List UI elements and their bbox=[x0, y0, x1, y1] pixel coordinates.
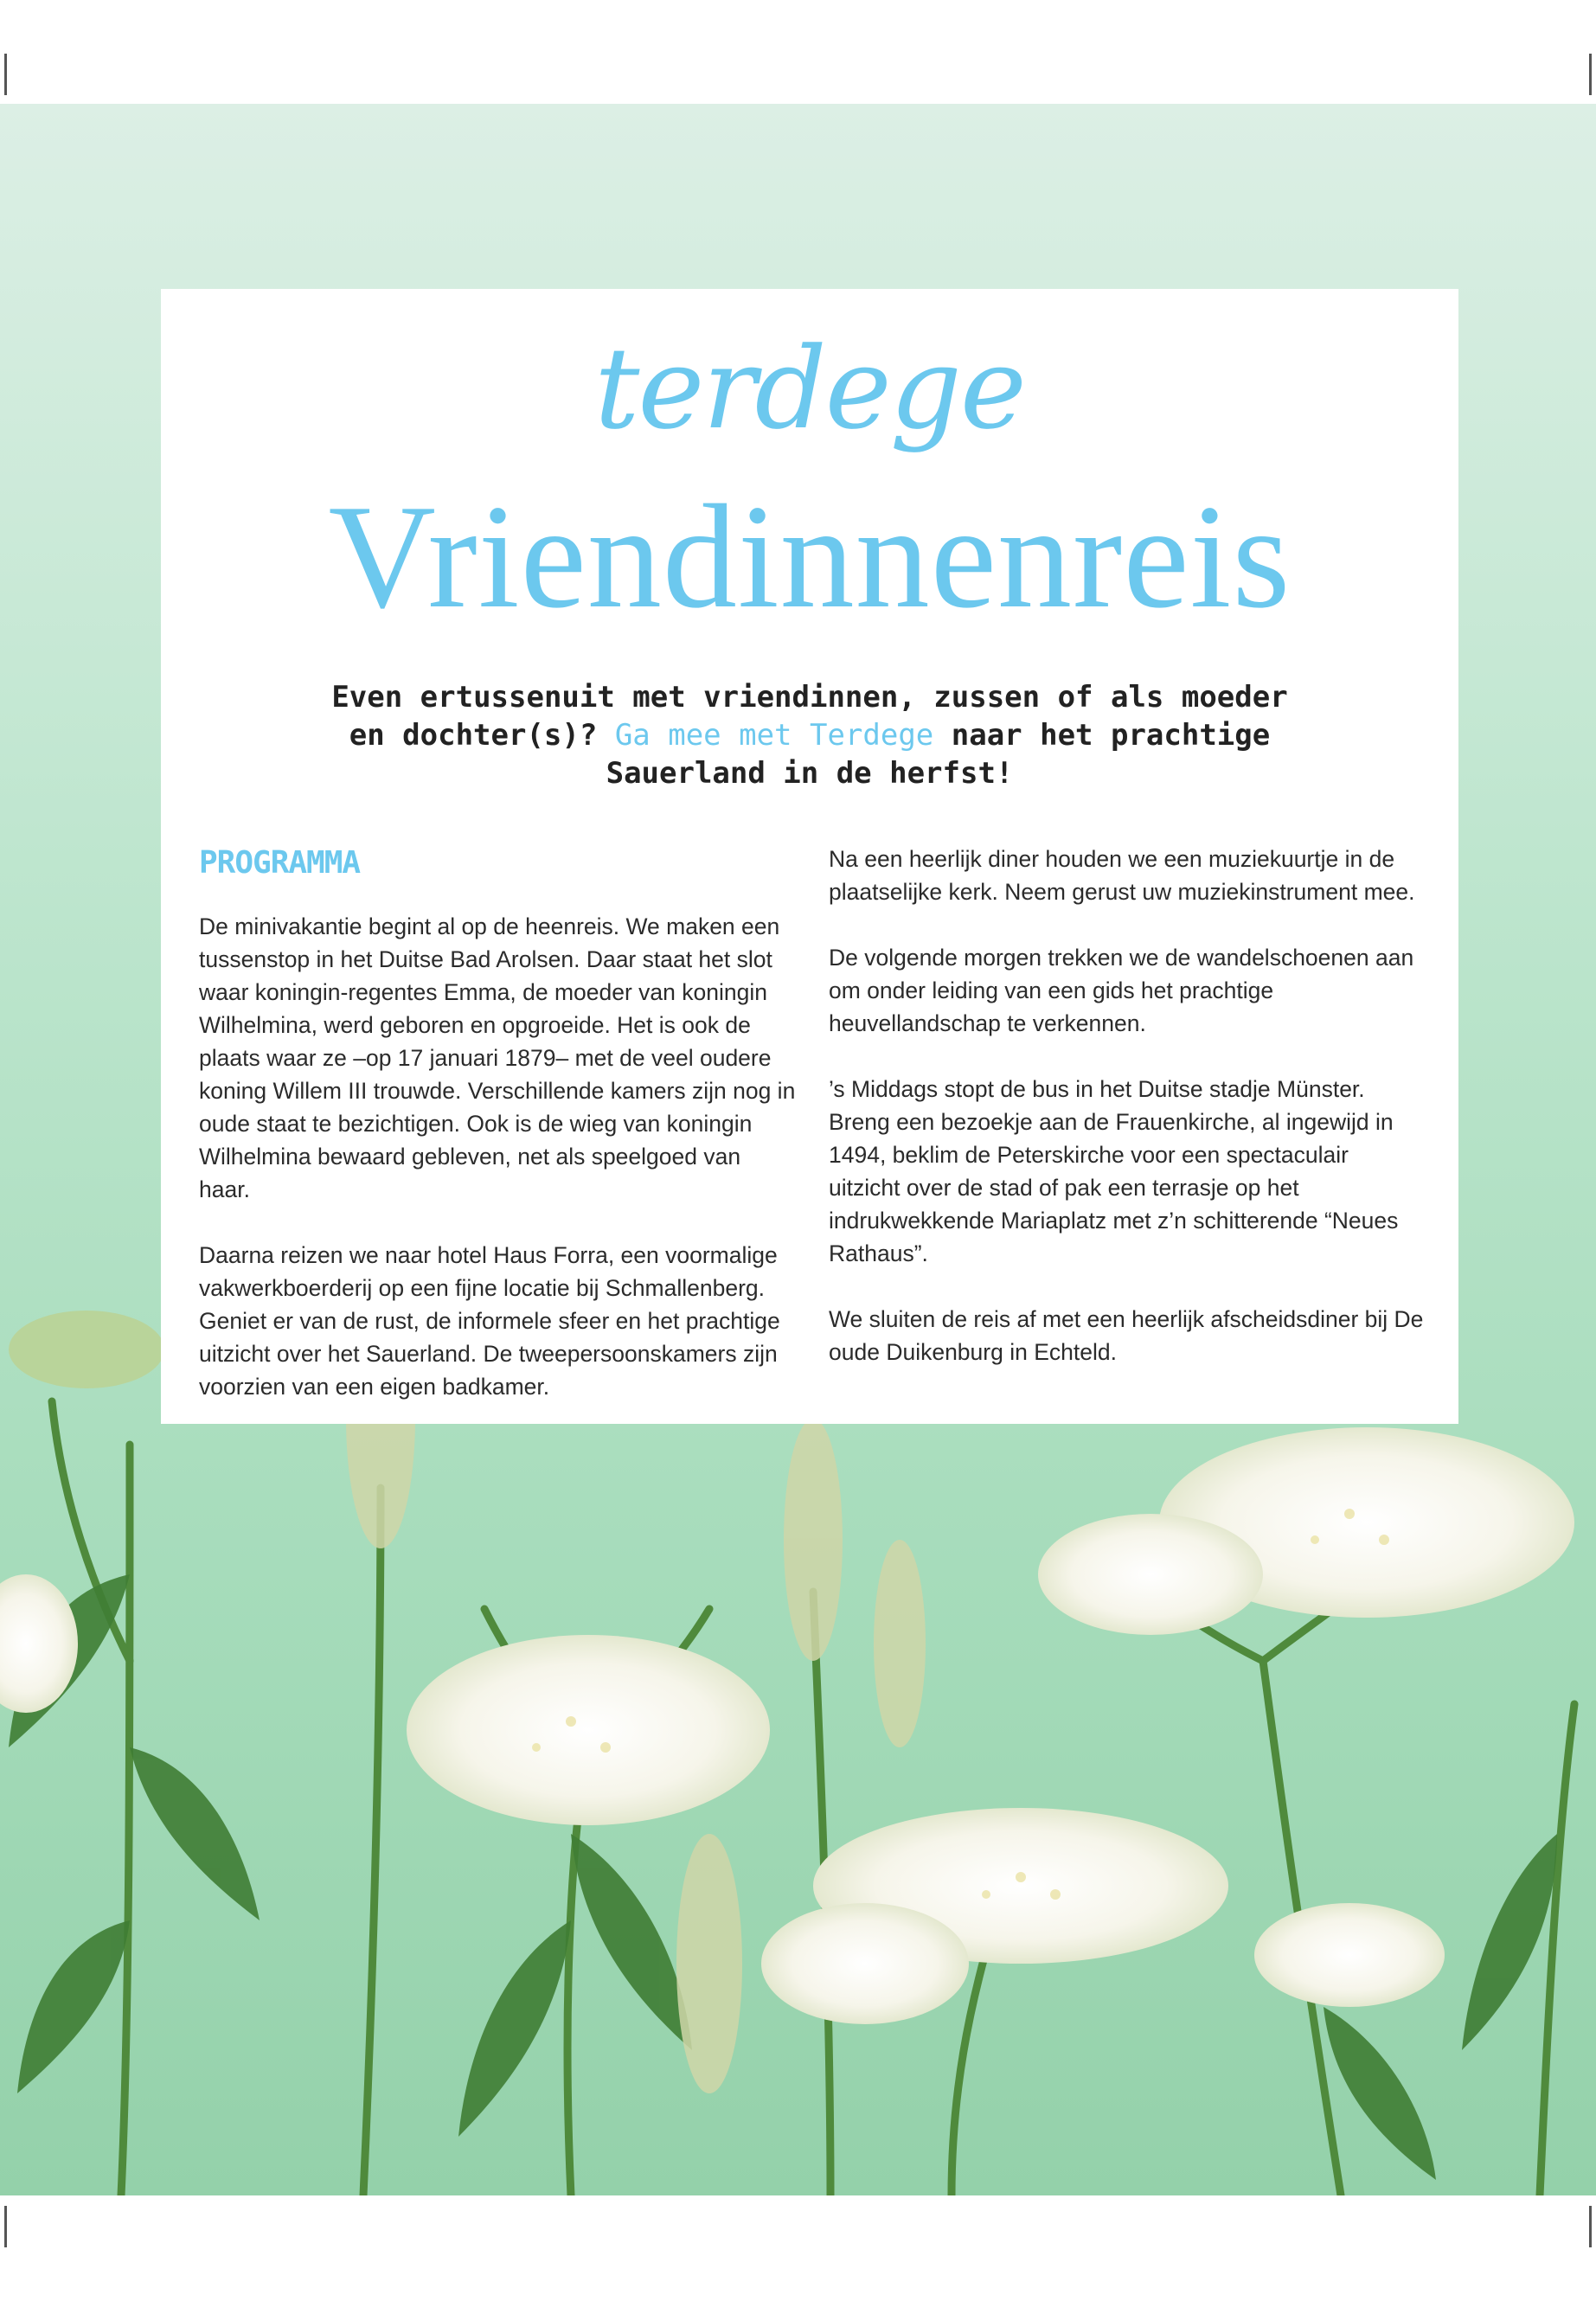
crop-mark-bottom-left bbox=[4, 2206, 7, 2247]
page-title: Vriendinnenreis bbox=[328, 475, 1292, 639]
crop-mark-top-right bbox=[1589, 54, 1592, 95]
column-left bbox=[199, 846, 796, 1436]
crop-mark-top-left bbox=[4, 54, 7, 95]
paragraph: De volgende morgen trekken we de wandelschoenen aan om onder leiding van een gids het prachtige heuvellandschap te verkennen. bbox=[829, 945, 1414, 1036]
paragraph: Daarna reizen we naar hotel Haus Forra, een voormalige vakwerkboerderij op een fijne locatie bij Schmallenberg. Geniet er van de rust, de informele sfeer en het prachtige uitzicht over het Sauerland. De tweepersoonskamers zijn voorzien van een eigen badkamer. bbox=[199, 1242, 780, 1400]
brand-logo: terdege bbox=[594, 323, 1025, 454]
intro-part1: Even ertussenuit met vriendinnen, zussen of als moeder en dochter(s)? bbox=[331, 680, 1288, 753]
paragraph: Na een heerlijk diner houden we een muziekuurtje in de plaatselijke kerk. Neem gerust uw muziekinstrument mee. bbox=[829, 846, 1415, 905]
column-right bbox=[829, 843, 1426, 1401]
article-card bbox=[161, 289, 1458, 1424]
section-heading: PROGRAMMA bbox=[199, 845, 361, 881]
crop-mark-bottom-right bbox=[1589, 2206, 1592, 2247]
intro-highlight: Ga mee met Terdege bbox=[614, 718, 934, 753]
intro-part2: naar het prachtige Sauerland in de herfst! bbox=[606, 718, 1271, 791]
paragraph: De minivakantie begint al op de heenreis. We maken een tussenstop in het Duitse Bad Arolsen. Daar staat het slot waar koningin-regentes Emma, de moeder van koningin Wilhelmina, werd geboren en opgroeide. Het is ook de plaats waar ze –op 17 januari 1879– met de veel oudere koning Willem III trouwde. Verschillende kamers zijn nog in oude staat te bezichtigen. Ook is de wieg van koningin Wilhelmina bewaard gebleven, net als speelgoed van haar. bbox=[199, 913, 796, 1202]
intro-text bbox=[308, 678, 1311, 792]
paragraph: ’s Middags stopt de bus in het Duitse stadje Münster. Breng een bezoekje aan de Frauenkirche, al ingewijd in 1494, beklim de Peterskirche voor een spectaculair uitzicht over de stad of pak een terrasje op het indrukwekkende Mariaplatz met z’n schitterende “Neues Rathaus”. bbox=[829, 1076, 1399, 1266]
paragraph: We sluiten de reis af met een heerlijk afscheidsdiner bij De oude Duikenburg in Echteld. bbox=[829, 1306, 1424, 1365]
